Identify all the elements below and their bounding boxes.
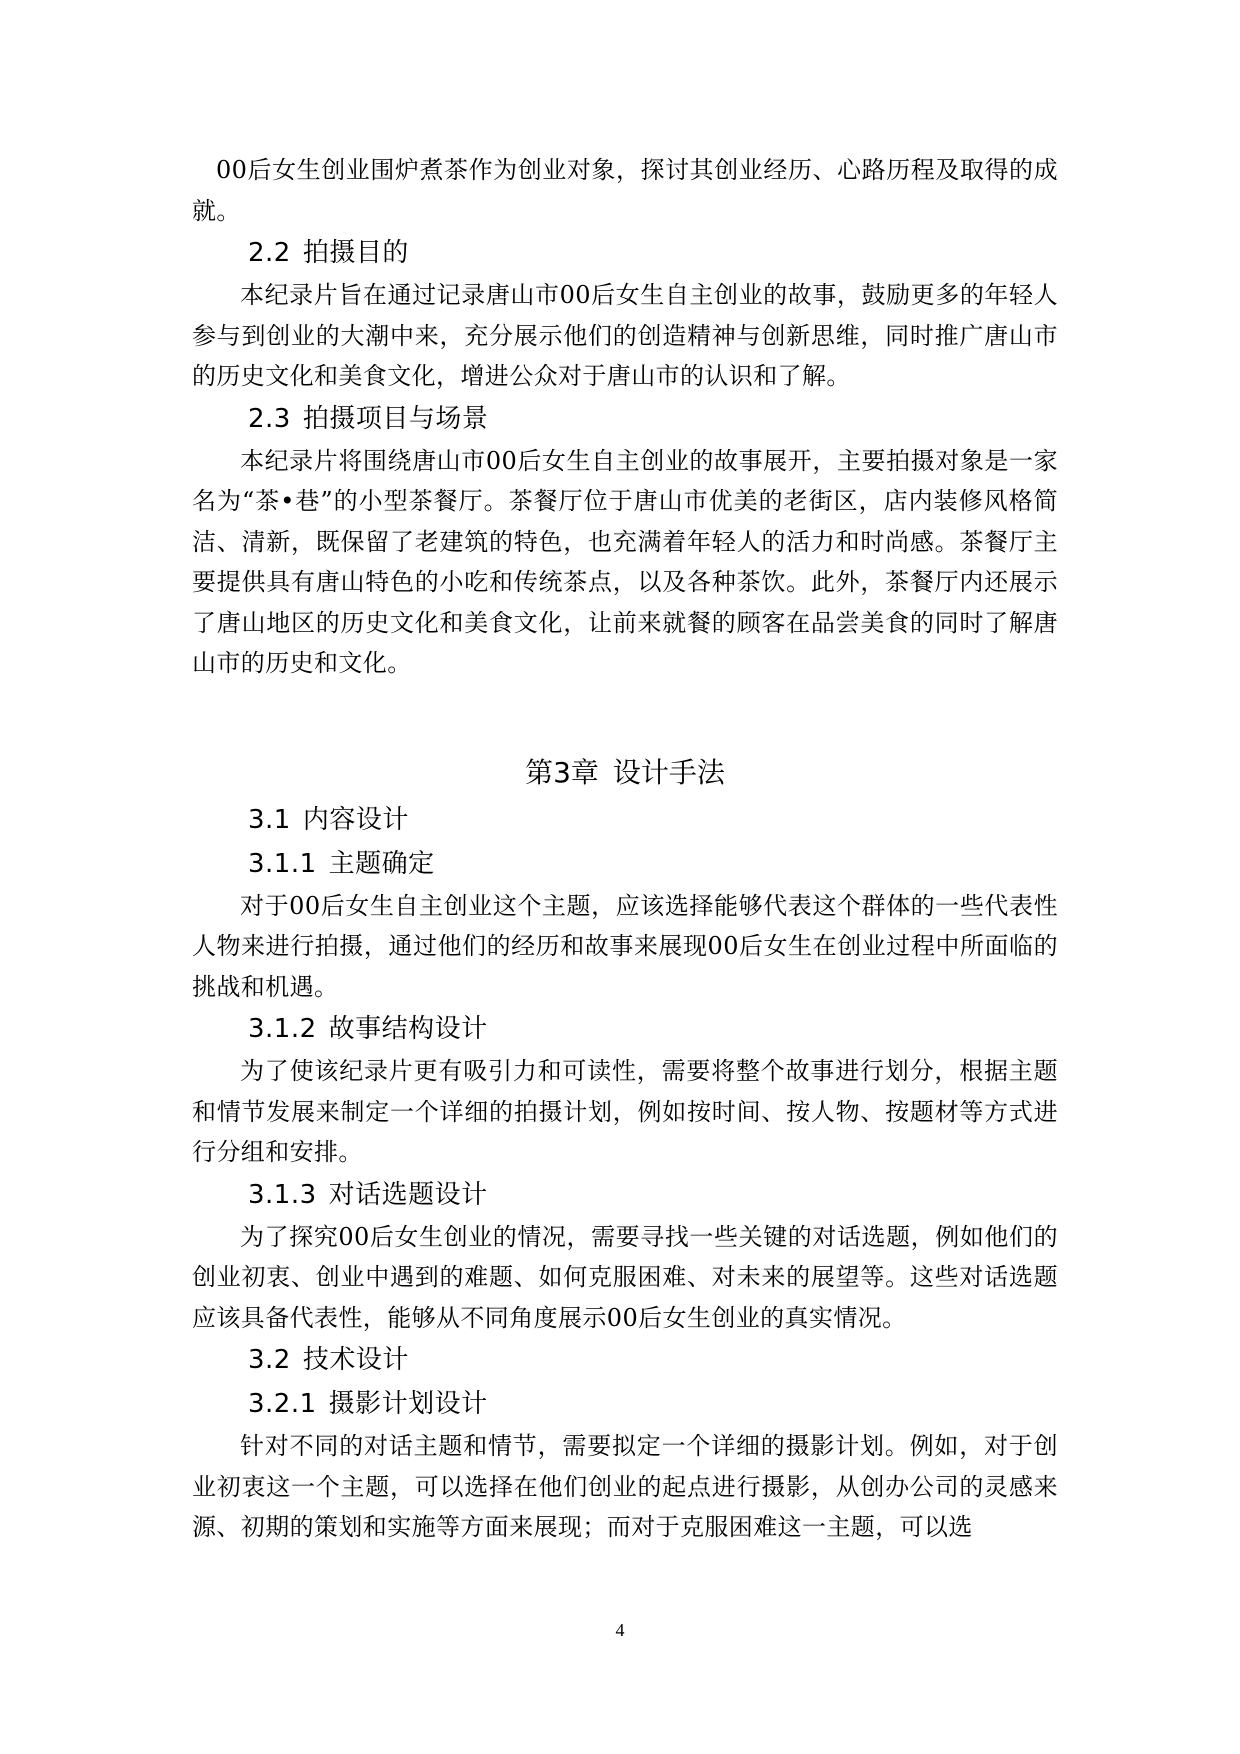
heading-number: 3.1.3 <box>248 1179 317 1210</box>
heading-title: 对话选题设计 <box>328 1179 488 1210</box>
chapter-number: 第3章 <box>525 755 599 789</box>
heading-number: 2.2 <box>248 238 291 268</box>
heading-number: 2.3 <box>248 403 291 434</box>
heading-number: 3.2 <box>248 1345 291 1375</box>
heading-number: 3.1.1 <box>248 848 317 879</box>
heading-3-1-1 <box>192 842 1058 886</box>
paragraph-3-1-1: 对于00后女生自主创业这个主题，应该选择能够代表这个群体的一些代表性人物来进行拍摄，通过他们的经历和故事来展现00后女生在创业过程中所面临的挑战和机遇。 <box>192 891 1058 1001</box>
heading-number: 3.2.1 <box>248 1389 317 1419</box>
heading-title: 技术设计 <box>302 1345 409 1375</box>
chapter-title: 设计手法 <box>612 755 725 789</box>
paragraph-2-3: 本纪录片将围绕唐山市00后女生自主创业的故事展开，主要拍摄对象是一家名为“茶•巷”的小型茶餐厅。茶餐厅位于唐山市优美的老街区，店内装修风格简洁、清新，既保留了老建筑的特色，也充满着年轻人的活力和时尚感。茶餐厅主要提供具有唐山特色的小吃和传统茶点，以及各种茶饮。此外，茶餐厅内还展示了唐山地区的历史文化和美食文化，让前来就餐的顾客在品尝美食的同时了解唐山市的历史和文化。 <box>192 446 1058 677</box>
document-page <box>192 150 1058 1548</box>
heading-title: 主题确定 <box>328 848 435 879</box>
page-number: 4 <box>615 1620 625 1640</box>
heading-title: 故事结构设计 <box>328 1014 488 1044</box>
heading-3-2 <box>192 1338 1058 1382</box>
heading-3-1-2 <box>192 1007 1058 1051</box>
paragraph-3-1-3: 为了探究00后女生创业的情况，需要寻找一些关键的对话选题，例如他们的创业初衷、创业中遇到的难题、如何克服困难、对未来的展望等。这些对话选题应该具备代表性，能够从不同角度展示00后女生创业的真实情况。 <box>192 1222 1058 1332</box>
heading-title: 拍摄目的 <box>302 238 409 268</box>
heading-2-2 <box>192 231 1058 275</box>
heading-number: 3.1.2 <box>248 1014 317 1044</box>
heading-3-1-3 <box>192 1173 1058 1217</box>
heading-number: 3.1 <box>248 804 291 835</box>
heading-3-2-1 <box>192 1382 1058 1426</box>
heading-3-1 <box>192 798 1058 842</box>
paragraph-3-1-2: 为了使该纪录片更有吸引力和可读性，需要将整个故事进行划分，根据主题和情节发展来制定一个详细的拍摄计划，例如按时间、按人物、按题材等方式进行分组和安排。 <box>192 1057 1058 1166</box>
paragraph-3-2-1: 针对不同的对话主题和情节，需要拟定一个详细的摄影计划。例如，对于创业初衷这一个主题，可以选择在他们创业的起点进行摄影，从创办公司的灵感来源、初期的策划和实施等方面来展现；而对于克服困难这一主题，可以选 <box>192 1432 1058 1541</box>
heading-title: 内容设计 <box>302 804 409 835</box>
heading-title: 摄影计划设计 <box>328 1389 488 1419</box>
heading-title: 拍摄项目与场景 <box>302 403 489 434</box>
intro-paragraph: 00后女生创业围炉煮茶作为创业对象，探讨其创业经历、心路历程及取得的成就。 <box>192 156 1058 225</box>
chapter-3-heading <box>192 748 1058 798</box>
heading-2-3 <box>192 397 1058 441</box>
paragraph-2-2: 本纪录片旨在通过记录唐山市00后女生自主创业的故事，鼓励更多的年轻人参与到创业的大潮中来，充分展示他们的创造精神与创新思维，同时推广唐山市的历史文化和美食文化，增进公众对于唐山市的认识和了解。 <box>192 281 1058 390</box>
